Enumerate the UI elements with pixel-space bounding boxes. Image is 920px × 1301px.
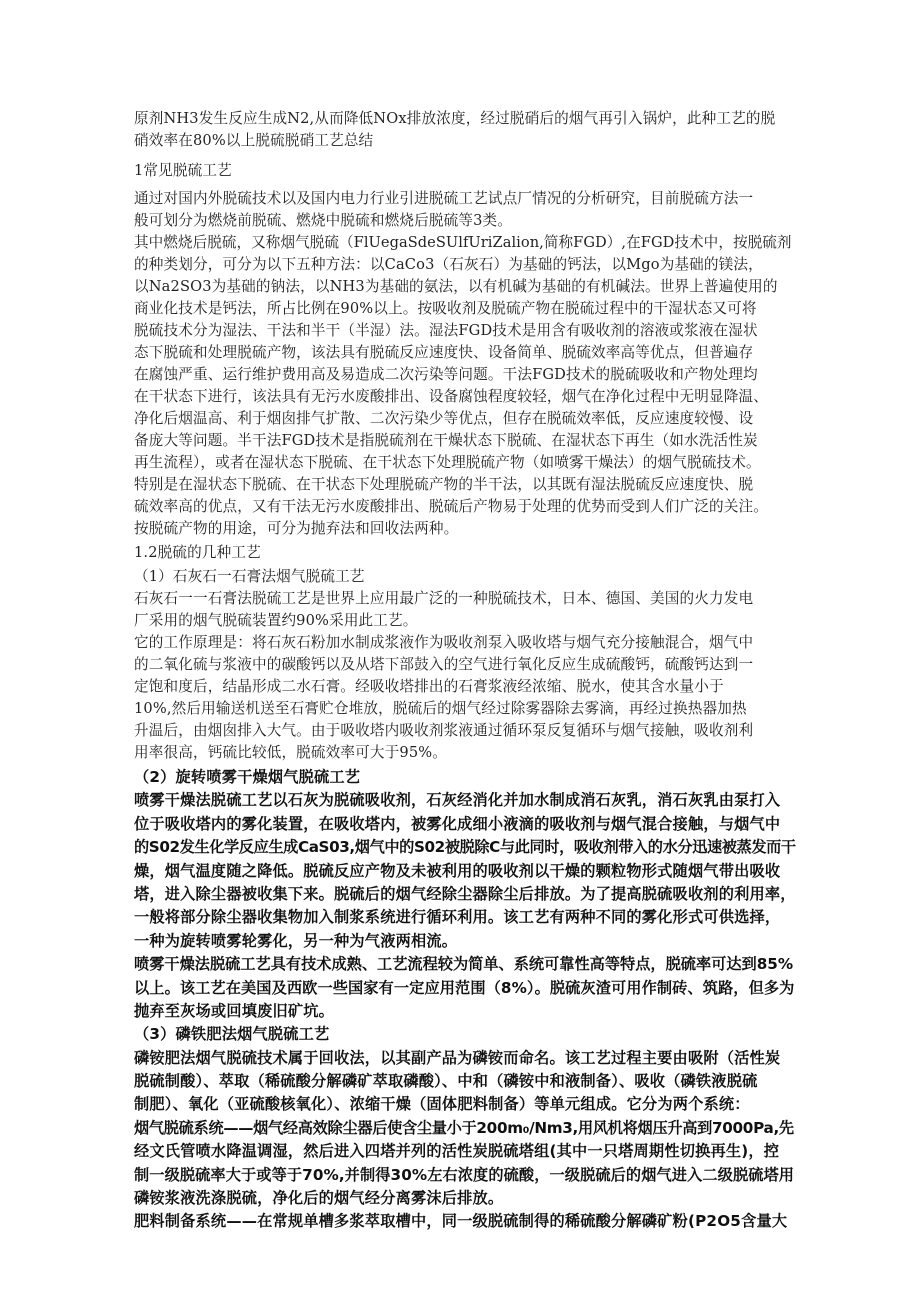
text-line: 肥料制备系统——在常规单槽多浆萃取槽中，同一级脱硫制得的稀硫酸分解磷矿粉(P2O5含量大 xyxy=(134,1212,788,1231)
subsection-heading: （3）磷铁肥法烟气脱硫工艺 xyxy=(134,1025,330,1044)
text-line: 原剂NH3发生反应生成N2,从而降低NOx排放浓度，经过脱硝后的烟气再引入锅炉，此种工艺的脱 xyxy=(134,110,776,127)
subsection-heading: （1）石灰石一石膏法烟气脱硫工艺 xyxy=(134,568,365,585)
text-line: 经文氏管喷水降温调湿，然后进入四塔并列的活性炭脱硫塔组(其中一只塔周期性切换再生)，控 xyxy=(134,1142,780,1161)
text-line: 磷铵浆液洗涤脱硫，净化后的烟气经分离雾沫后排放。 xyxy=(134,1189,504,1208)
text-line: 厂采用的烟气脱硫装置约90%采用此工艺。 xyxy=(134,612,418,629)
text-line: 以Na2SO3为基础的钠法，以NH3为基础的氨法，以有机碱为基础的有机碱法。世界上普遍使用的 xyxy=(134,278,778,295)
text-line: 脱硫技术分为湿法、干法和半干（半湿）法。湿法FGD技术是用含有吸收剂的溶液或浆液在湿状 xyxy=(134,322,758,339)
text-line: 升温后，由烟囱排入大气。由于吸收塔内吸收剂浆液通过循环泵反复循环与烟气接触，吸收剂利 xyxy=(134,722,754,739)
text-line: 它的工作原理是：将石灰石粉加水制成浆液作为吸收剂泵入吸收塔与烟气充分接触混合，烟气中 xyxy=(134,634,754,651)
section-heading: 1常见脱硫工艺 xyxy=(134,162,232,179)
text-line: 通过对国内外脱硫技术以及国内电力行业引进脱硫工艺试点厂情况的分析研究，目前脱硫方法一 xyxy=(134,190,754,207)
text-line: 硝效率在80%以上脱硫脱硝工艺总结 xyxy=(134,132,374,149)
text-line: 位于吸收塔内的雾化装置，在吸收塔内，被雾化成细小液滴的吸收剂与烟气混合接触，与烟气中 xyxy=(134,814,781,833)
text-line: 脱硫制酸）、萃取（稀硫酸分解磷矿萃取磷酸）、中和（磷铵中和液制备）、吸收（磷铁液脱硫 xyxy=(134,1072,758,1091)
text-line: 的S02发生化学反应生成CaS03,烟气中的S02被脱除C与此同时，吸收剂带入的水分迅速被蒸发而干 xyxy=(134,838,796,857)
text-line: 一般将部分除尘器收集物加入制浆系统进行循环利用。该工艺有两种不同的雾化形式可供选择， xyxy=(134,908,781,927)
text-line: 的二氧化硫与浆液中的碳酸钙以及从塔下部鼓入的空气进行氧化反应生成硫酸钙，硫酸钙达到一 xyxy=(134,656,754,673)
text-line: 态下脱硫和处理脱硫产物，该法具有脱硫反应速度快、设备简单、脱硫效率高等优点，但普遍存 xyxy=(134,344,754,361)
bold-text-section xyxy=(134,766,794,1234)
text-line: 净化后烟温高、利于烟囱排气扩散、二次污染少等优点，但存在脱硫效率低，反应速度较慢、设 xyxy=(134,410,754,427)
document-body xyxy=(134,108,794,1234)
text-line: 备庞大等问题。半干法FGD技术是指脱硫剂在干燥状态下脱硫、在湿状态下再生（如水洗活性炭 xyxy=(134,432,758,449)
text-line: 燥，烟气温度随之降低。脱硫反应产物及未被利用的吸收剂以干燥的颗粒物形式随烟气带出吸收 xyxy=(134,861,781,880)
text-line: 再生流程），或者在湿状态下脱硫、在干状态下处理脱硫产物（如喷雾干燥法）的烟气脱硫技术。 xyxy=(134,454,761,471)
text-line: 商业化技术是钙法，所占比例在90%以上。按吸收剂及脱硫产物在脱硫过程中的干湿状态又可将 xyxy=(134,300,757,317)
text-line: 烟气脱硫系统——烟气经高效除尘器后使含尘量小于200m₀/Nm3,用风机将烟压升高到7000Pa,先 xyxy=(134,1118,794,1137)
text-line: 在腐蚀严重、运行维护费用高及易造成二次污染等问题。干法FGD技术的脱硫吸收和产物处理均 xyxy=(134,366,758,383)
text-line: 喷雾干燥法脱硫工艺具有技术成熟、工艺流程较为简单、系统可靠性高等特点，脱硫率可达到85% xyxy=(134,955,794,974)
text-line: 制一级脱硫率大于或等于70%,并制得30%左右浓度的硫酸，一级脱硫后的烟气进入二级脱硫塔用 xyxy=(134,1165,795,1184)
text-line: 的种类划分，可分为以下五种方法：以CaCo3（石灰石）为基础的钙法，以Mgo为基础的镁法， xyxy=(134,256,763,273)
text-line: 制肥）、氧化（亚硫酸核氧化）、浓缩干燥（固体肥料制备）等单元组成。它分为两个系统： xyxy=(134,1095,750,1114)
text-line: 一种为旋转喷雾轮雾化，另一种为气液两相流。 xyxy=(134,931,458,950)
text-line: 抛弃至灰场或回填废旧矿坑。 xyxy=(134,1001,335,1020)
sub-1-body-paragraph xyxy=(134,588,794,764)
text-line: 用率很高，钙硫比较低，脱硫效率可大于95%。 xyxy=(134,744,448,761)
text-line: 石灰石一一石膏法脱硫工艺是世界上应用最广泛的一种脱硫技术，日本、德国、美国的火力发电 xyxy=(134,590,754,607)
text-line: 定饱和度后，结晶形成二水石膏。经吸收塔排出的石膏浆液经浓缩、脱水，使其含水量小于 xyxy=(134,678,724,695)
section-1-body-paragraph xyxy=(134,232,794,540)
text-line: 喷雾干燥法脱硫工艺以石灰为脱硫吸收剂，石灰经消化并加水制成消石灰乳，消石灰乳由泵打入 xyxy=(134,791,781,810)
section-heading: 1.2脱硫的几种工艺 xyxy=(134,544,261,561)
text-line: 10%,然后用输送机送至石膏贮仓堆放，脱硫后的烟气经过除雾器除去雾滴，再经过换热器加热 xyxy=(134,700,747,717)
text-line: 般可划分为燃烧前脱硫、燃烧中脱硫和燃烧后脱硫等3类。 xyxy=(134,212,513,229)
subsection-heading: （2）旋转喷雾干燥烟气脱硫工艺 xyxy=(134,768,361,786)
text-line: 其中燃烧后脱硫，又称烟气脱硫（FlUegaSdeSUlfUriZalion,简称FGD）,在FGD技术中，按脱硫剂 xyxy=(134,234,792,251)
section-1-intro-paragraph xyxy=(134,188,794,232)
text-line: 按脱硫产物的用途，可分为抛弃法和回收法两种。 xyxy=(134,520,459,537)
text-line: 以上。该工艺在美国及西欧一些国家有一定应用范围（8%）。脱硫灰渣可用作制砖、筑路，但多为 xyxy=(134,978,795,997)
text-line: 磷铵肥法烟气脱硫技术属于回收法，以其副产品为磷铵而命名。该工艺过程主要由吸附（活性炭 xyxy=(134,1048,781,1067)
text-line: 塔，进入除尘器被收集下来。脱硫后的烟气经除尘器除尘后排放。为了提高脱硫吸收剂的利用率， xyxy=(134,884,796,903)
text-line: 硫效率高的优点，又有干法无污水废酸排出、脱硫后产物易于处理的优势而受到人们广泛的关注。 xyxy=(134,498,768,515)
text-line: 在干状态下进行，该法具有无污水废酸排出、设备腐蚀程度较轻，烟气在净化过程中无明显降温、 xyxy=(134,388,768,405)
text-line: 特别是在湿状态下脱硫、在干状态下处理脱硫产物的半干法，以其既有湿法脱硫反应速度快、脱 xyxy=(134,476,754,493)
intro-paragraph xyxy=(134,108,794,152)
